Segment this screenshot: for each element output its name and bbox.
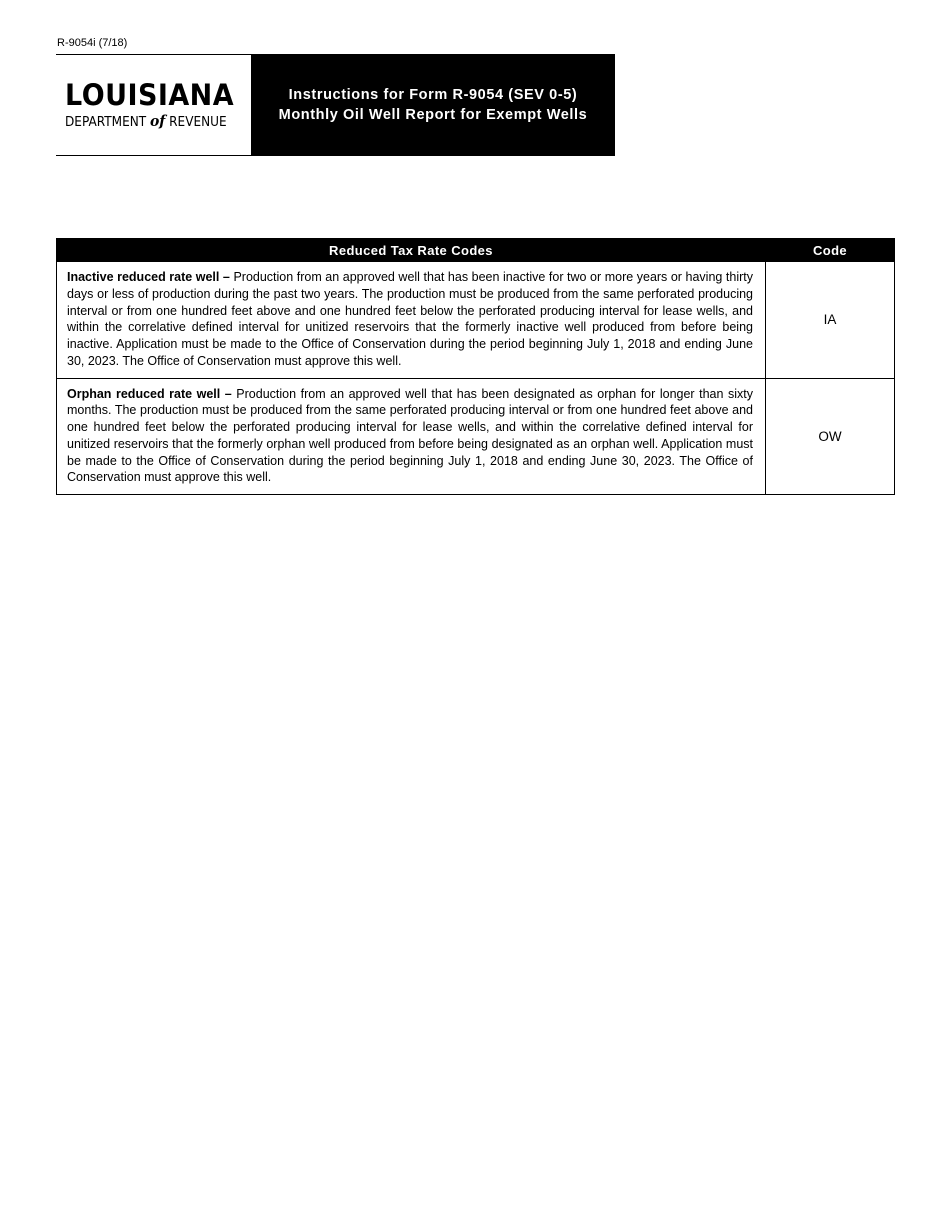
logo-department: [65, 112, 238, 132]
form-title: [251, 55, 615, 155]
logo-dept-of: of: [149, 112, 166, 130]
form-id: R-9054i (7/18): [57, 37, 128, 49]
form-title-line1: Instructions for Form R-9054 (SEV 0-5): [288, 87, 578, 103]
row-code: IA: [766, 262, 895, 379]
form-title-line2: Monthly Oil Well Report for Exempt Wells: [278, 107, 588, 123]
row-term: Inactive reduced rate well –: [67, 270, 230, 284]
louisiana-revenue-logo: [56, 55, 251, 155]
table-row: [57, 378, 895, 495]
logo-dept-post: REVENUE: [169, 115, 227, 130]
logo-dept-pre: DEPARTMENT: [65, 115, 147, 130]
row-description: [57, 378, 766, 495]
row-text: Production from an approved well that has been inactive for two or more years or having thirty days or less of production during the past two years. The production must be produced from the same perforated producing interval or from one hundred feet above and one hundred feet below the perforated producing interval for lease wells, and within the correlative defined interval for unitized reservoirs that the formerly inactive well produced from before being inactive. Application must be made to the Office of Conservation during the period beginning July 1, 2018 and ending June 30, 2023. The Office of Conservation must approve this well.: [67, 270, 753, 368]
row-code: OW: [766, 378, 895, 495]
row-term: Orphan reduced rate well –: [67, 386, 232, 401]
row-description: [57, 262, 766, 379]
header-code: Code: [766, 239, 895, 262]
row-text: Production from an approved well that has been designated as orphan for longer than sixty months. The production must be produced from the same perforated producing interval or from one hundred feet above and one hundred feet below the perforated producing interval for lease wells, and within the correlative defined interval for unitized reservoirs that the formerly orphan well produced from before being designated as an orphan well. Application must be made to the Office of Conservation during the period beginning July 1, 2018 and ending June 30, 2023. The Office of Conservation must approve this well.: [67, 386, 754, 485]
form-header: [56, 54, 615, 156]
table-header-row: [57, 239, 895, 262]
reduced-tax-rate-codes-table: [56, 238, 895, 495]
table-row: [57, 262, 895, 379]
logo-state: LOUISIANA: [65, 78, 235, 112]
header-description: Reduced Tax Rate Codes: [57, 239, 766, 262]
